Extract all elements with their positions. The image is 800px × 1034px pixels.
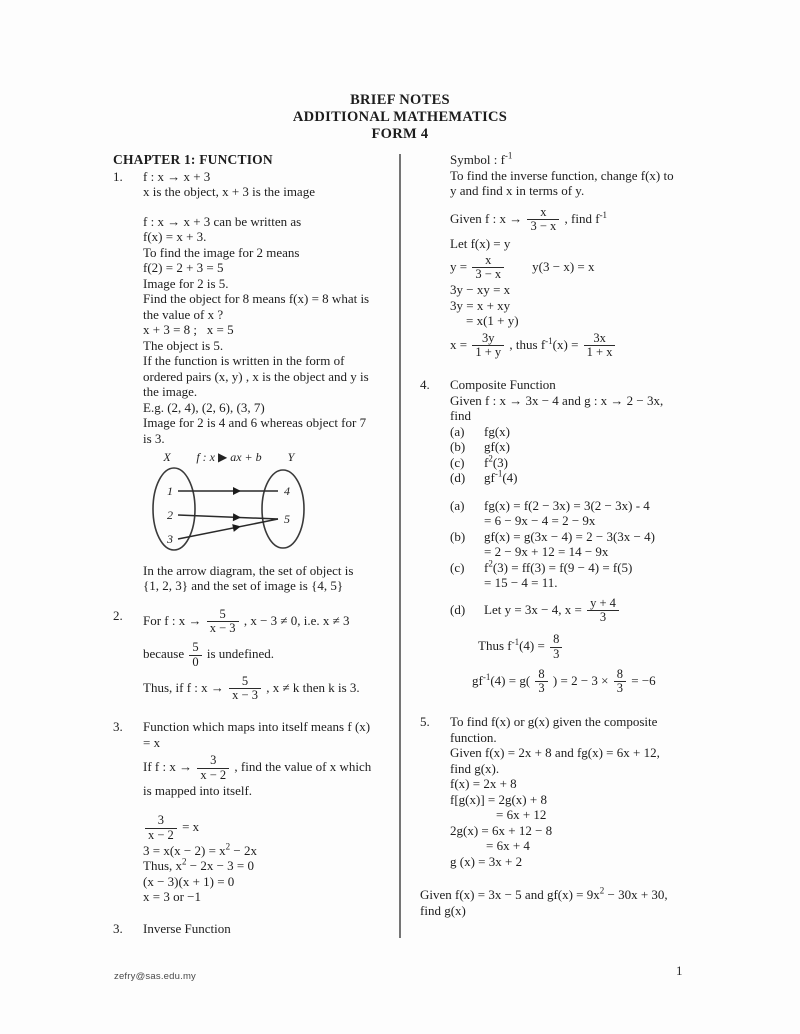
item-number: 4. [420, 377, 430, 392]
text-run: Given f(x) = 2x + 8 and fg(x) = 6x + 12, [450, 745, 660, 760]
text-run: the value of x ? [143, 306, 224, 322]
block-space [113, 905, 114, 921]
doc-line [420, 887, 725, 903]
text-run: , find the value of x which [231, 759, 372, 775]
vertical-space [450, 486, 451, 498]
text-run: Symbol : f [450, 152, 505, 167]
text-run: Image for 2 is 5. [143, 275, 229, 291]
text-run: In the arrow diagram, the set of object is [143, 562, 354, 578]
doc-line [450, 807, 725, 823]
text-run: because [143, 646, 188, 662]
text-run: f(2) = 2 + 3 = 5 [143, 260, 224, 275]
arrow-diagram-svg [143, 449, 328, 557]
text-run: y = [450, 258, 471, 274]
text-run: x is the object, x + 3 is the image [143, 184, 315, 199]
text-run: is mapped into itself. [143, 782, 253, 798]
text-run: find [450, 408, 471, 423]
text-run: Given f : x → [450, 210, 526, 226]
item-number: 5. [420, 714, 430, 729]
text-run: Thus f [478, 638, 512, 654]
superscript: 2 [182, 856, 187, 867]
title-line-1: BRIEF NOTES [350, 92, 450, 108]
text-run: ) = 2 − 3 × [549, 672, 612, 688]
text-run: gf [472, 672, 483, 688]
superscript: 2 [225, 841, 231, 852]
fraction-numerator: 3y [472, 332, 504, 347]
left-element: 2 [167, 508, 173, 522]
text-run: 3 = x(x − 2) = x [143, 842, 226, 858]
doc-line [143, 245, 397, 261]
list-label: (b) [450, 528, 466, 544]
doc-line [143, 431, 397, 447]
text-run: Let y = 3x − 4, x = [484, 601, 586, 617]
text-run: = 6 − 9x − 4 = 2 − 9x [484, 513, 596, 528]
doc-line [450, 393, 725, 409]
doc-line [143, 229, 397, 245]
doc-line [143, 400, 397, 416]
numbered-item [113, 921, 397, 937]
doc-line-content [484, 455, 508, 470]
text-run: function. [450, 729, 497, 745]
doc-line [143, 353, 397, 369]
doc-line [450, 498, 725, 514]
fraction [145, 814, 177, 843]
fraction [535, 668, 547, 697]
numbered-item [113, 719, 397, 905]
text-run: = x [178, 819, 200, 835]
list-label: (d) [450, 601, 466, 617]
fraction [197, 754, 229, 783]
text-run: f : x → x + 3 [143, 168, 211, 184]
fraction-denominator: x − 2 [148, 827, 174, 842]
title-block [0, 92, 800, 143]
doc-line [143, 783, 397, 799]
doc-line [143, 563, 397, 579]
fraction-numerator: 8 [535, 668, 547, 683]
text-run: To find the image for 2 means [143, 244, 300, 260]
text-run: (4) = [519, 638, 549, 654]
text-run: If the function is written in the form of [143, 353, 345, 368]
item-body [143, 921, 397, 937]
doc-line [143, 921, 397, 937]
fraction-numerator: y + 4 [587, 597, 619, 612]
doc-line [450, 633, 725, 662]
doc-line-content [484, 498, 650, 513]
fraction-numerator: 5 [207, 608, 239, 623]
doc-line [143, 276, 397, 292]
fraction-denominator: 3 [553, 646, 560, 661]
text-run: (x − 3)(x + 1) = 0 [143, 873, 235, 889]
title-line-3: FORM 4 [371, 126, 429, 142]
doc-line [450, 745, 725, 761]
text-run: f[g(x)] = 2g(x) + 8 [450, 791, 547, 807]
numbered-item [420, 152, 725, 360]
list-label: (c) [450, 559, 465, 575]
text-run: Function which maps into itself means f (x) [143, 719, 371, 734]
block-space [113, 703, 114, 719]
text-run: = 6x + 12 [496, 807, 547, 822]
text-run: Image for 2 is 4 and 6 whereas object for 7 [143, 415, 367, 430]
text-run: fg(x) [484, 423, 510, 439]
doc-line [450, 408, 725, 424]
text-run: f(x) = 2x + 8 [450, 776, 517, 791]
superscript: -1 [511, 636, 520, 647]
text-run: To find the inverse function, change f(x) to [450, 167, 674, 183]
item-body [143, 719, 397, 905]
fraction-numerator: 5 [189, 641, 201, 656]
doc-line [450, 236, 725, 252]
fraction-numerator: 3 [145, 814, 177, 829]
arrowhead-icon [233, 513, 241, 521]
text-run: Inverse Function [143, 920, 231, 936]
text-run: f(x) = x + 3. [143, 229, 207, 244]
text-run: The object is 5. [143, 337, 224, 353]
item-number: 1. [113, 168, 123, 184]
mapping-rule-label: f : x ▶ ax + b [196, 450, 262, 464]
doc-line [450, 183, 725, 199]
title-line-2: ADDITIONAL MATHEMATICS [292, 109, 508, 125]
text-run: If f : x → [143, 759, 196, 775]
text-run: Given f(x) = 3x − 5 and gf(x) = 9x [420, 887, 600, 902]
text-run: 3y = x + xy [450, 297, 511, 313]
numbered-item [113, 169, 397, 594]
doc-line [450, 168, 725, 184]
superscript: -1 [545, 335, 553, 346]
doc-line [143, 415, 397, 431]
doc-line [143, 384, 397, 400]
left-element: 3 [167, 532, 173, 546]
text-run: fg(x) = f(2 − 3x) = 3(2 − 3x) - 4 [484, 497, 650, 513]
text-run: , find f [561, 210, 600, 226]
right-column [420, 152, 725, 918]
fraction [472, 254, 504, 283]
doc-line [450, 152, 725, 168]
text-run: = x [143, 734, 161, 750]
doc-line [143, 338, 397, 354]
fraction [584, 332, 616, 361]
right-element: 5 [284, 512, 290, 526]
right-column-blocks [420, 152, 725, 918]
fraction-denominator: x − 3 [232, 688, 258, 703]
text-run: f : x → x + 3 can be written as [143, 213, 302, 229]
text-run: {1, 2, 3} and the set of image is {4, 5} [143, 578, 344, 593]
page-number: 1 [676, 963, 683, 978]
text-run: is undefined. [203, 646, 275, 662]
doc-line [143, 754, 397, 783]
right-element: 4 [284, 484, 290, 498]
fraction-numerator: 8 [550, 633, 562, 648]
text-run: − 2x [230, 842, 257, 858]
doc-line [450, 455, 725, 471]
fraction-denominator: 3 [599, 610, 607, 625]
chapter-heading: CHAPTER 1: FUNCTION [113, 152, 273, 167]
text-run: Given f : x → 3x − 4 and g : x → 2 − 3x, [450, 392, 664, 408]
fraction [207, 608, 239, 637]
fraction-numerator: 3x [584, 332, 616, 347]
text-run: 3y − xy = x [450, 282, 511, 297]
doc-line [143, 735, 397, 751]
fraction-denominator: 3 − x [530, 219, 557, 234]
fraction-denominator: x − 2 [200, 767, 227, 782]
list-label: (a) [450, 423, 465, 439]
text-run: g (x) = 3x + 2 [450, 853, 523, 869]
vertical-space [450, 625, 451, 633]
vertical-space [143, 798, 144, 814]
fraction [472, 332, 504, 361]
text-run: y and find x in terms of y. [450, 183, 585, 198]
paragraph [420, 887, 725, 918]
text-run: (4) = g( [490, 672, 534, 688]
left-column-blocks [113, 169, 397, 937]
doc-line [143, 260, 397, 276]
text-run: = 2 − 9x + 12 = 14 − 9x [484, 544, 609, 559]
item-body [143, 169, 397, 594]
fraction [550, 633, 562, 662]
text-run: find g(x) [420, 902, 466, 918]
left-column [113, 152, 397, 936]
superscript: 2 [488, 453, 493, 464]
fraction-denominator: 1 + x [586, 345, 613, 360]
doc-line [450, 313, 725, 329]
column-divider [399, 154, 401, 938]
text-run: (3) [492, 454, 509, 470]
vertical-space [450, 199, 451, 206]
doc-line [450, 714, 725, 730]
doc-line-content [484, 424, 510, 439]
text-run: 2g(x) = 6x + 12 − 8 [450, 822, 553, 838]
text-run: Thus, if f : x → [143, 679, 228, 695]
doc-line [420, 903, 725, 919]
text-run: E.g. (2, 4), (2, 6), (3, 7) [143, 399, 265, 415]
numbered-item [420, 377, 725, 696]
right-set-label: Y [287, 450, 295, 464]
text-run: , x ≠ k then k is 3. [262, 679, 360, 695]
doc-line [143, 641, 397, 670]
doc-line-content [484, 560, 632, 575]
fraction-numerator: x [527, 206, 559, 221]
doc-line [143, 184, 397, 200]
doc-line [450, 298, 725, 314]
text-run: gf [484, 470, 495, 485]
numbered-item [113, 608, 397, 704]
footer-email: zefry@sas.edu.my [114, 971, 197, 982]
fraction-denominator: 3 [616, 681, 623, 696]
doc-line [450, 761, 725, 777]
text-run: (x) = [552, 336, 582, 352]
text-run: To find f(x) or g(x) given the composite [450, 714, 658, 729]
list-label: (b) [450, 439, 466, 454]
fraction [587, 597, 619, 626]
doc-line [450, 730, 725, 746]
left-set-oval [153, 468, 195, 550]
list-label: (d) [450, 470, 466, 485]
text-run: , thus f [506, 336, 546, 352]
doc-line [143, 675, 397, 704]
block-space [113, 594, 114, 608]
doc-line [143, 578, 397, 594]
text-run: f [484, 454, 489, 470]
text-run: x + 3 = 8 ; x = 5 [143, 322, 234, 337]
doc-line [143, 169, 397, 185]
text-run: Composite Function [450, 377, 556, 392]
doc-line [450, 575, 725, 591]
item-number: 3. [113, 719, 123, 734]
text-run: y(3 − x) = x [506, 258, 595, 274]
fraction-numerator: x [472, 254, 504, 269]
left-element: 1 [167, 484, 173, 498]
text-run: (4) [502, 470, 518, 485]
doc-line-content [484, 595, 621, 625]
text-run: (3) = ff(3) = f(9 − 4) = f(5) [492, 559, 633, 575]
list-label: (a) [450, 497, 465, 513]
fraction-numerator: 8 [614, 668, 626, 683]
doc-line [143, 214, 397, 230]
doc-line [450, 838, 725, 854]
block-space [420, 869, 421, 887]
text-run: f [484, 559, 489, 575]
item-body [450, 714, 725, 869]
text-run: ordered pairs (x, y) , x is the object and y is [143, 368, 369, 384]
doc-line [143, 843, 397, 859]
doc-line [450, 439, 725, 455]
text-run: is 3. [143, 430, 165, 446]
fraction-denominator: x − 3 [209, 621, 236, 636]
fraction [527, 206, 559, 235]
superscript: 2 [599, 885, 605, 896]
doc-line [143, 322, 397, 338]
superscript: -1 [504, 150, 513, 161]
doc-line [143, 719, 397, 735]
text-run: the image. [143, 384, 198, 399]
text-run: gf(x) = g(3x − 4) = 2 − 3(3x − 4) [484, 528, 655, 544]
doc-line [450, 668, 725, 697]
doc-line [143, 874, 397, 890]
text-run: − 2x − 3 = 0 [186, 858, 254, 873]
text-run: x = 3 or −1 [143, 889, 201, 904]
text-run: For f : x → [143, 612, 205, 628]
left-set-label: X [163, 450, 171, 464]
superscript: -1 [599, 209, 608, 220]
superscript: -1 [494, 468, 503, 479]
doc-line [450, 823, 725, 839]
doc-line [143, 608, 397, 637]
text-run: find g(x). [450, 760, 500, 776]
vertical-space [143, 200, 144, 214]
doc-line [450, 282, 725, 298]
doc-line [450, 544, 725, 560]
item-number [420, 152, 450, 360]
doc-line [143, 307, 397, 323]
text-run: Thus, x [143, 858, 182, 873]
block-space [420, 696, 421, 714]
doc-line [450, 470, 725, 486]
text-run: x = [450, 336, 471, 352]
numbered-item [420, 714, 725, 869]
right-set-oval [262, 470, 304, 548]
doc-line [450, 529, 725, 545]
fraction [614, 668, 626, 697]
text-run: gf(x) [484, 439, 510, 454]
doc-line [450, 560, 725, 576]
doc-line [450, 206, 725, 235]
doc-line [450, 254, 725, 283]
doc-line [143, 814, 397, 843]
text-run: = 15 − 4 = 11. [484, 575, 558, 590]
text-run: = −6 [628, 672, 656, 688]
doc-line [450, 854, 725, 870]
doc-line-content [484, 470, 518, 485]
doc-line [450, 792, 725, 808]
doc-line-content [484, 529, 655, 544]
doc-line [450, 597, 725, 626]
item-body [450, 152, 725, 360]
doc-line [450, 424, 725, 440]
doc-line [450, 513, 725, 529]
doc-line [450, 776, 725, 792]
text-run: = x(1 + y) [466, 313, 519, 328]
list-label: (c) [450, 454, 465, 470]
doc-line [450, 377, 725, 393]
superscript: 2 [488, 558, 493, 569]
doc-line [143, 291, 397, 307]
doc-line [143, 369, 397, 385]
item-number: 2. [113, 607, 123, 623]
fraction-denominator: 1 + y [475, 345, 502, 360]
arrowhead-icon [233, 487, 241, 495]
doc-line [143, 858, 397, 874]
item-number: 3. [113, 920, 123, 936]
superscript: -1 [482, 671, 491, 682]
block-space [420, 360, 421, 377]
fraction-numerator: 3 [197, 754, 229, 769]
text-run: , x − 3 ≠ 0, i.e. x ≠ 3 [240, 612, 350, 628]
item-body [143, 608, 397, 704]
doc-line [143, 889, 397, 905]
text-run: Find the object for 8 means f(x) = 8 what is [143, 291, 370, 306]
fraction [189, 641, 201, 670]
arrow-diagram [143, 449, 397, 561]
fraction-denominator: 0 [192, 654, 199, 669]
fraction [229, 675, 261, 704]
doc-line-content [484, 439, 510, 454]
fraction-denominator: 3 − x [475, 267, 502, 282]
fraction-numerator: 5 [229, 675, 261, 690]
doc-line [450, 332, 725, 361]
item-body [450, 377, 725, 696]
text-run: = 6x + 4 [486, 838, 530, 853]
text-run: Let f(x) = y [450, 236, 511, 251]
fraction-denominator: 3 [538, 681, 545, 696]
text-run: − 30x + 30, [604, 887, 668, 902]
